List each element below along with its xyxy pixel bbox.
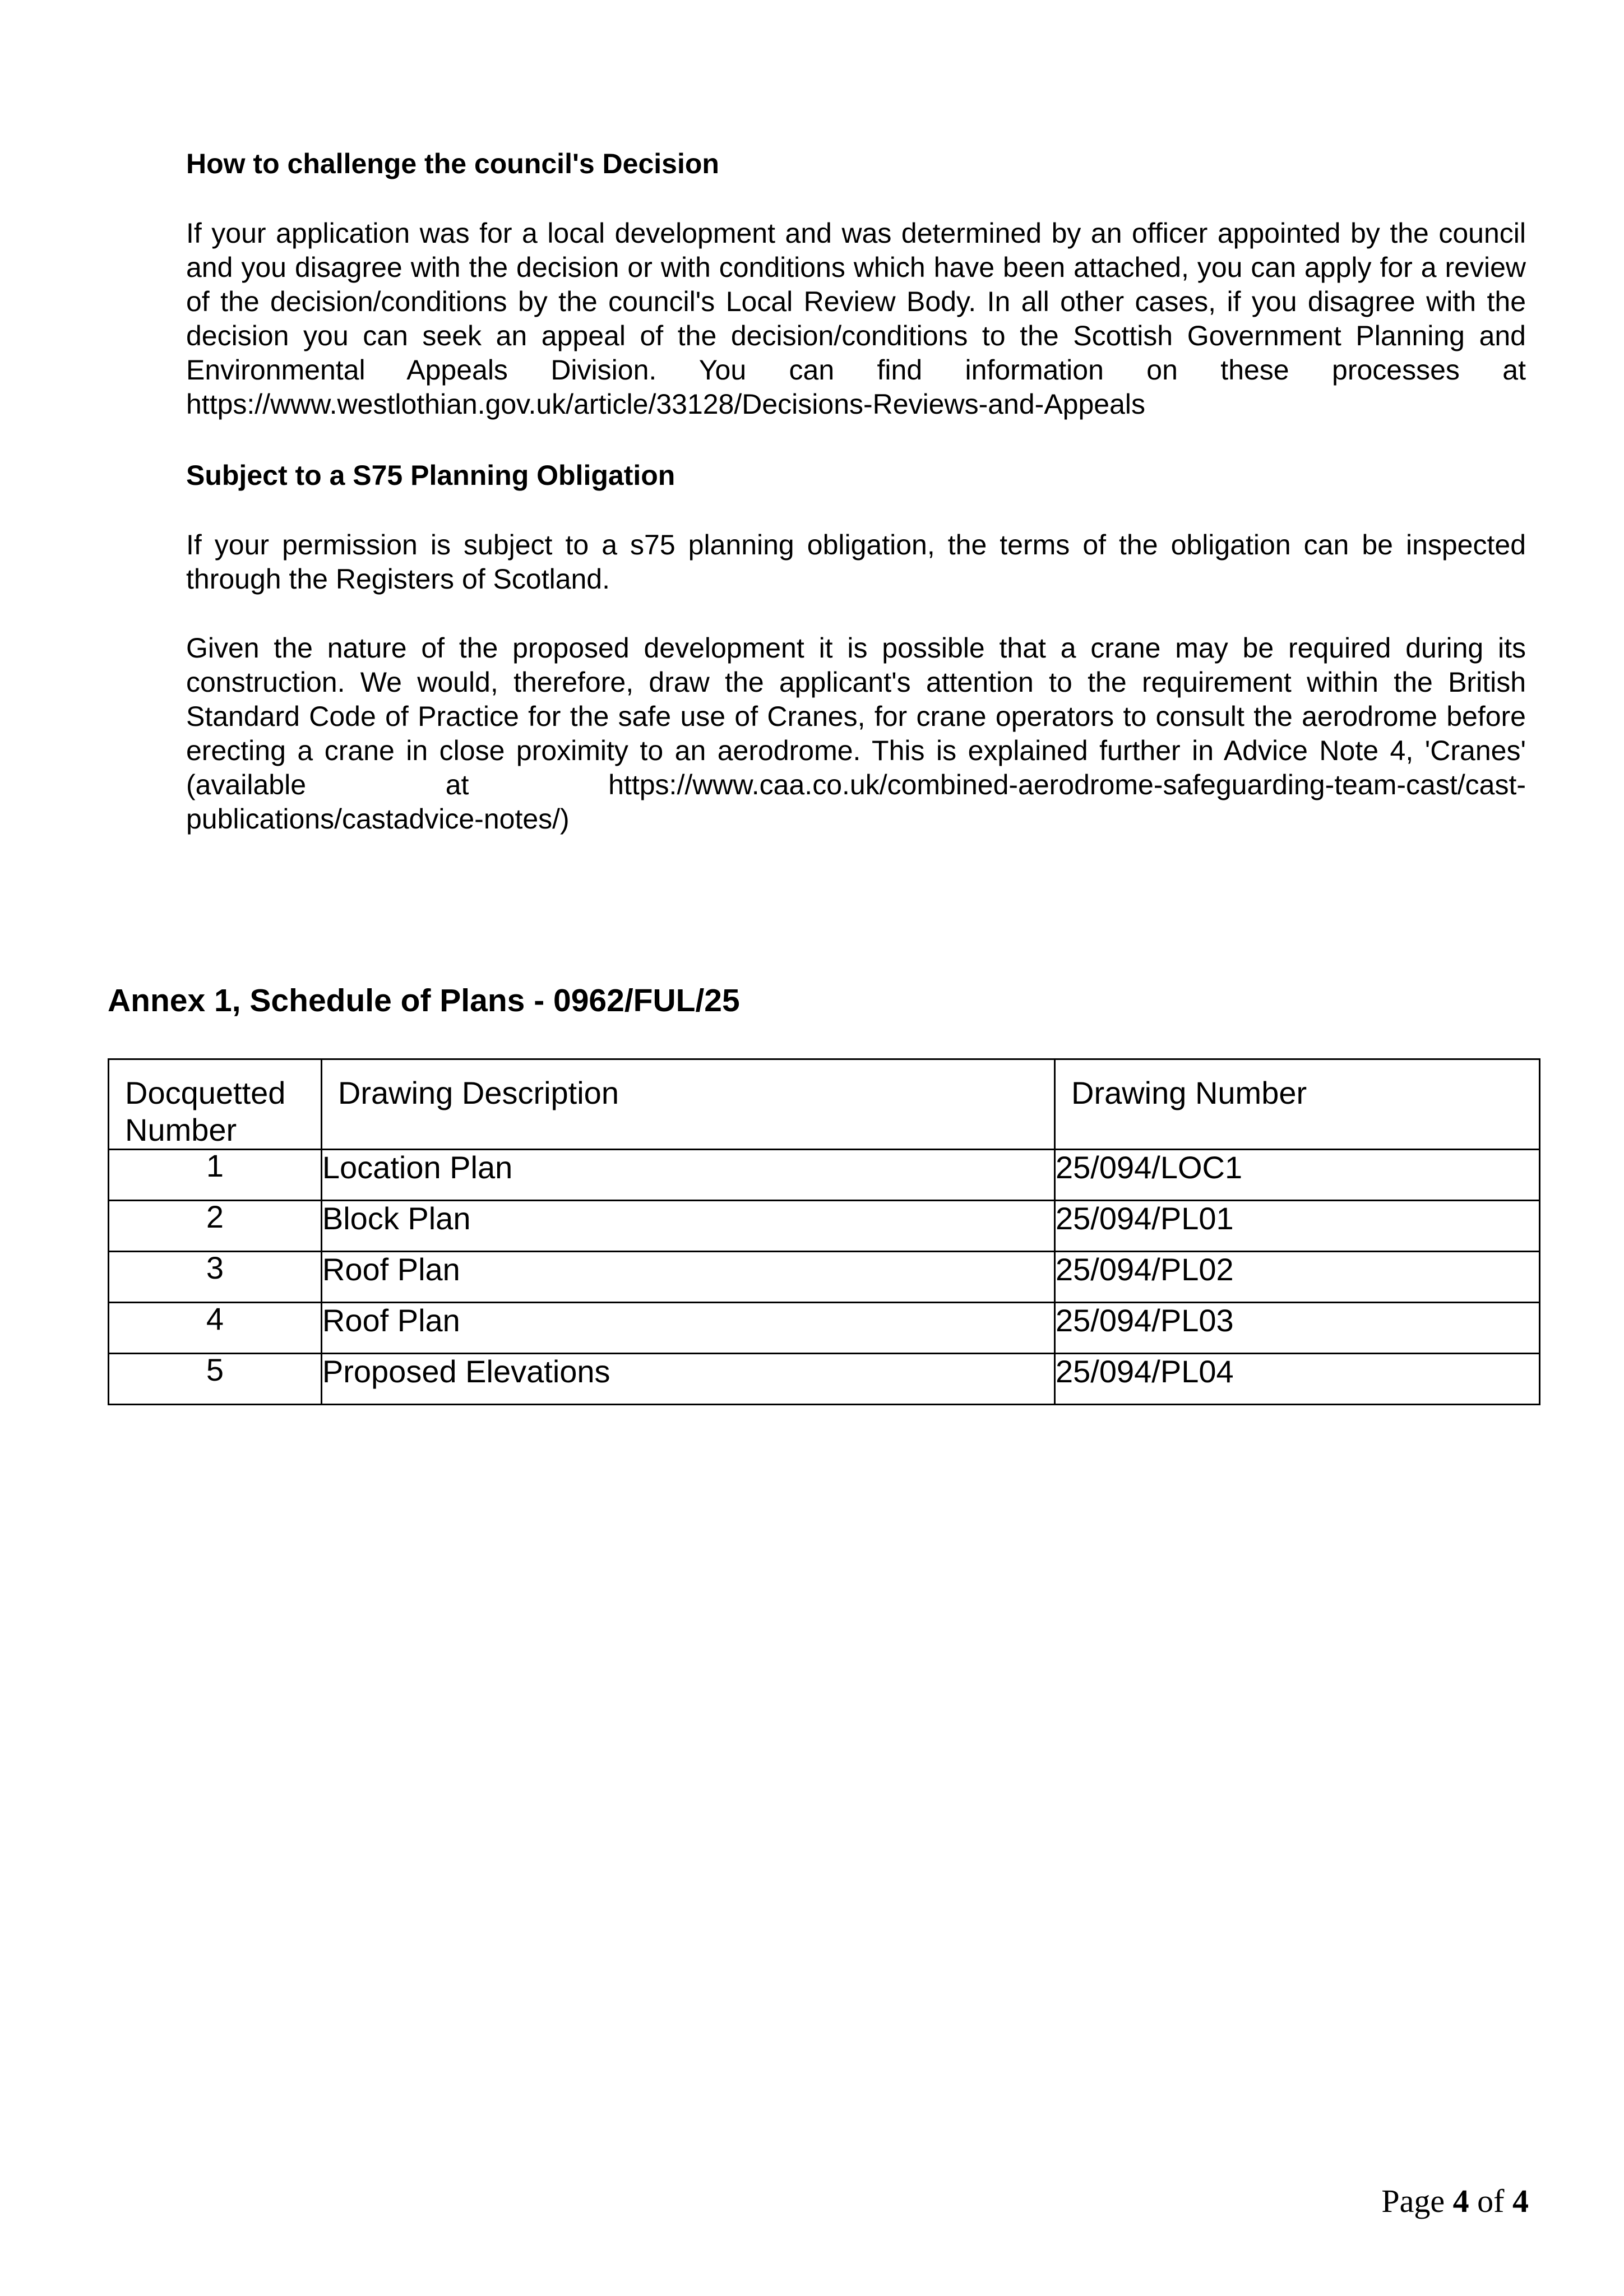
total-pages-number: 4 [1512,2183,1529,2219]
drawing-description-cell: Proposed Elevations [321,1354,1054,1405]
challenge-heading: How to challenge the council's Decision [186,148,719,179]
table-row [109,1354,1540,1405]
drawing-description-cell: Roof Plan [321,1252,1054,1303]
drawing-description-cell: Roof Plan [321,1303,1054,1354]
drawing-number-cell: 25/094/PL01 [1055,1201,1540,1252]
docquetted-number-cell: 1 [109,1150,322,1201]
page-word: Page [1381,2183,1445,2219]
s75-heading: Subject to a S75 Planning Obligation [186,460,675,491]
table-row [109,1252,1540,1303]
schedule-of-plans-table [108,1058,1540,1405]
docquetted-number-cell: 2 [109,1201,322,1252]
of-word: of [1477,2183,1505,2219]
docquetted-number-cell: 5 [109,1354,322,1405]
challenge-paragraph: If your application was for a local development and was determined by an officer appointed by the council and you disagree with the decision or with conditions which have been attached, you can apply for a review of the decision/conditions by the council's Local Review Body. In all other cases, if you disagree with the decision you can seek an appeal of the decision/conditions to the Scottish Government Planning and Environmental Appeals Division. You can find information on these processes at https://www.westlothian.gov.uk/article/33128/Decisions-Reviews-and-Appeals [186,217,1526,420]
current-page-number: 4 [1452,2183,1469,2219]
table-row [109,1150,1540,1201]
drawing-number-cell: 25/094/PL04 [1055,1354,1540,1405]
drawing-description-cell: Location Plan [321,1150,1054,1201]
drawing-number-cell: 25/094/PL02 [1055,1252,1540,1303]
table-row [109,1201,1540,1252]
header-drawing-description: Drawing Description [321,1059,1054,1150]
docquetted-number-cell: 4 [109,1303,322,1354]
header-drawing-number: Drawing Number [1055,1059,1540,1150]
table-row [109,1303,1540,1354]
drawing-number-cell: 25/094/PL03 [1055,1303,1540,1354]
docquetted-number-cell: 3 [109,1252,322,1303]
page-number-footer [1381,2182,1529,2221]
table-header-row [109,1059,1540,1150]
drawing-number-cell: 25/094/LOC1 [1055,1150,1540,1201]
drawing-description-cell: Block Plan [321,1201,1054,1252]
annex-title: Annex 1, Schedule of Plans - 0962/FUL/25 [108,983,740,1019]
header-docquetted-number: Docquetted Number [109,1059,322,1150]
s75-paragraph: If your permission is subject to a s75 planning obligation, the terms of the obligation can be inspected through the Registers of Scotland. [186,529,1526,595]
crane-advice-paragraph: Given the nature of the proposed development it is possible that a crane may be required during its construction. We would, therefore, draw the applicant's attention to the requirement within the British Standard Code of Practice for the safe use of Cranes, for crane operators to consult the aerodrome before erecting a crane in close proximity to an aerodrome. This is explained further in Advice Note 4, 'Cranes' (available at https://www.caa.co.uk/combined-aerodrome-safeguarding-team-cast/cast-publications/castadvice-notes/) [186,632,1526,835]
